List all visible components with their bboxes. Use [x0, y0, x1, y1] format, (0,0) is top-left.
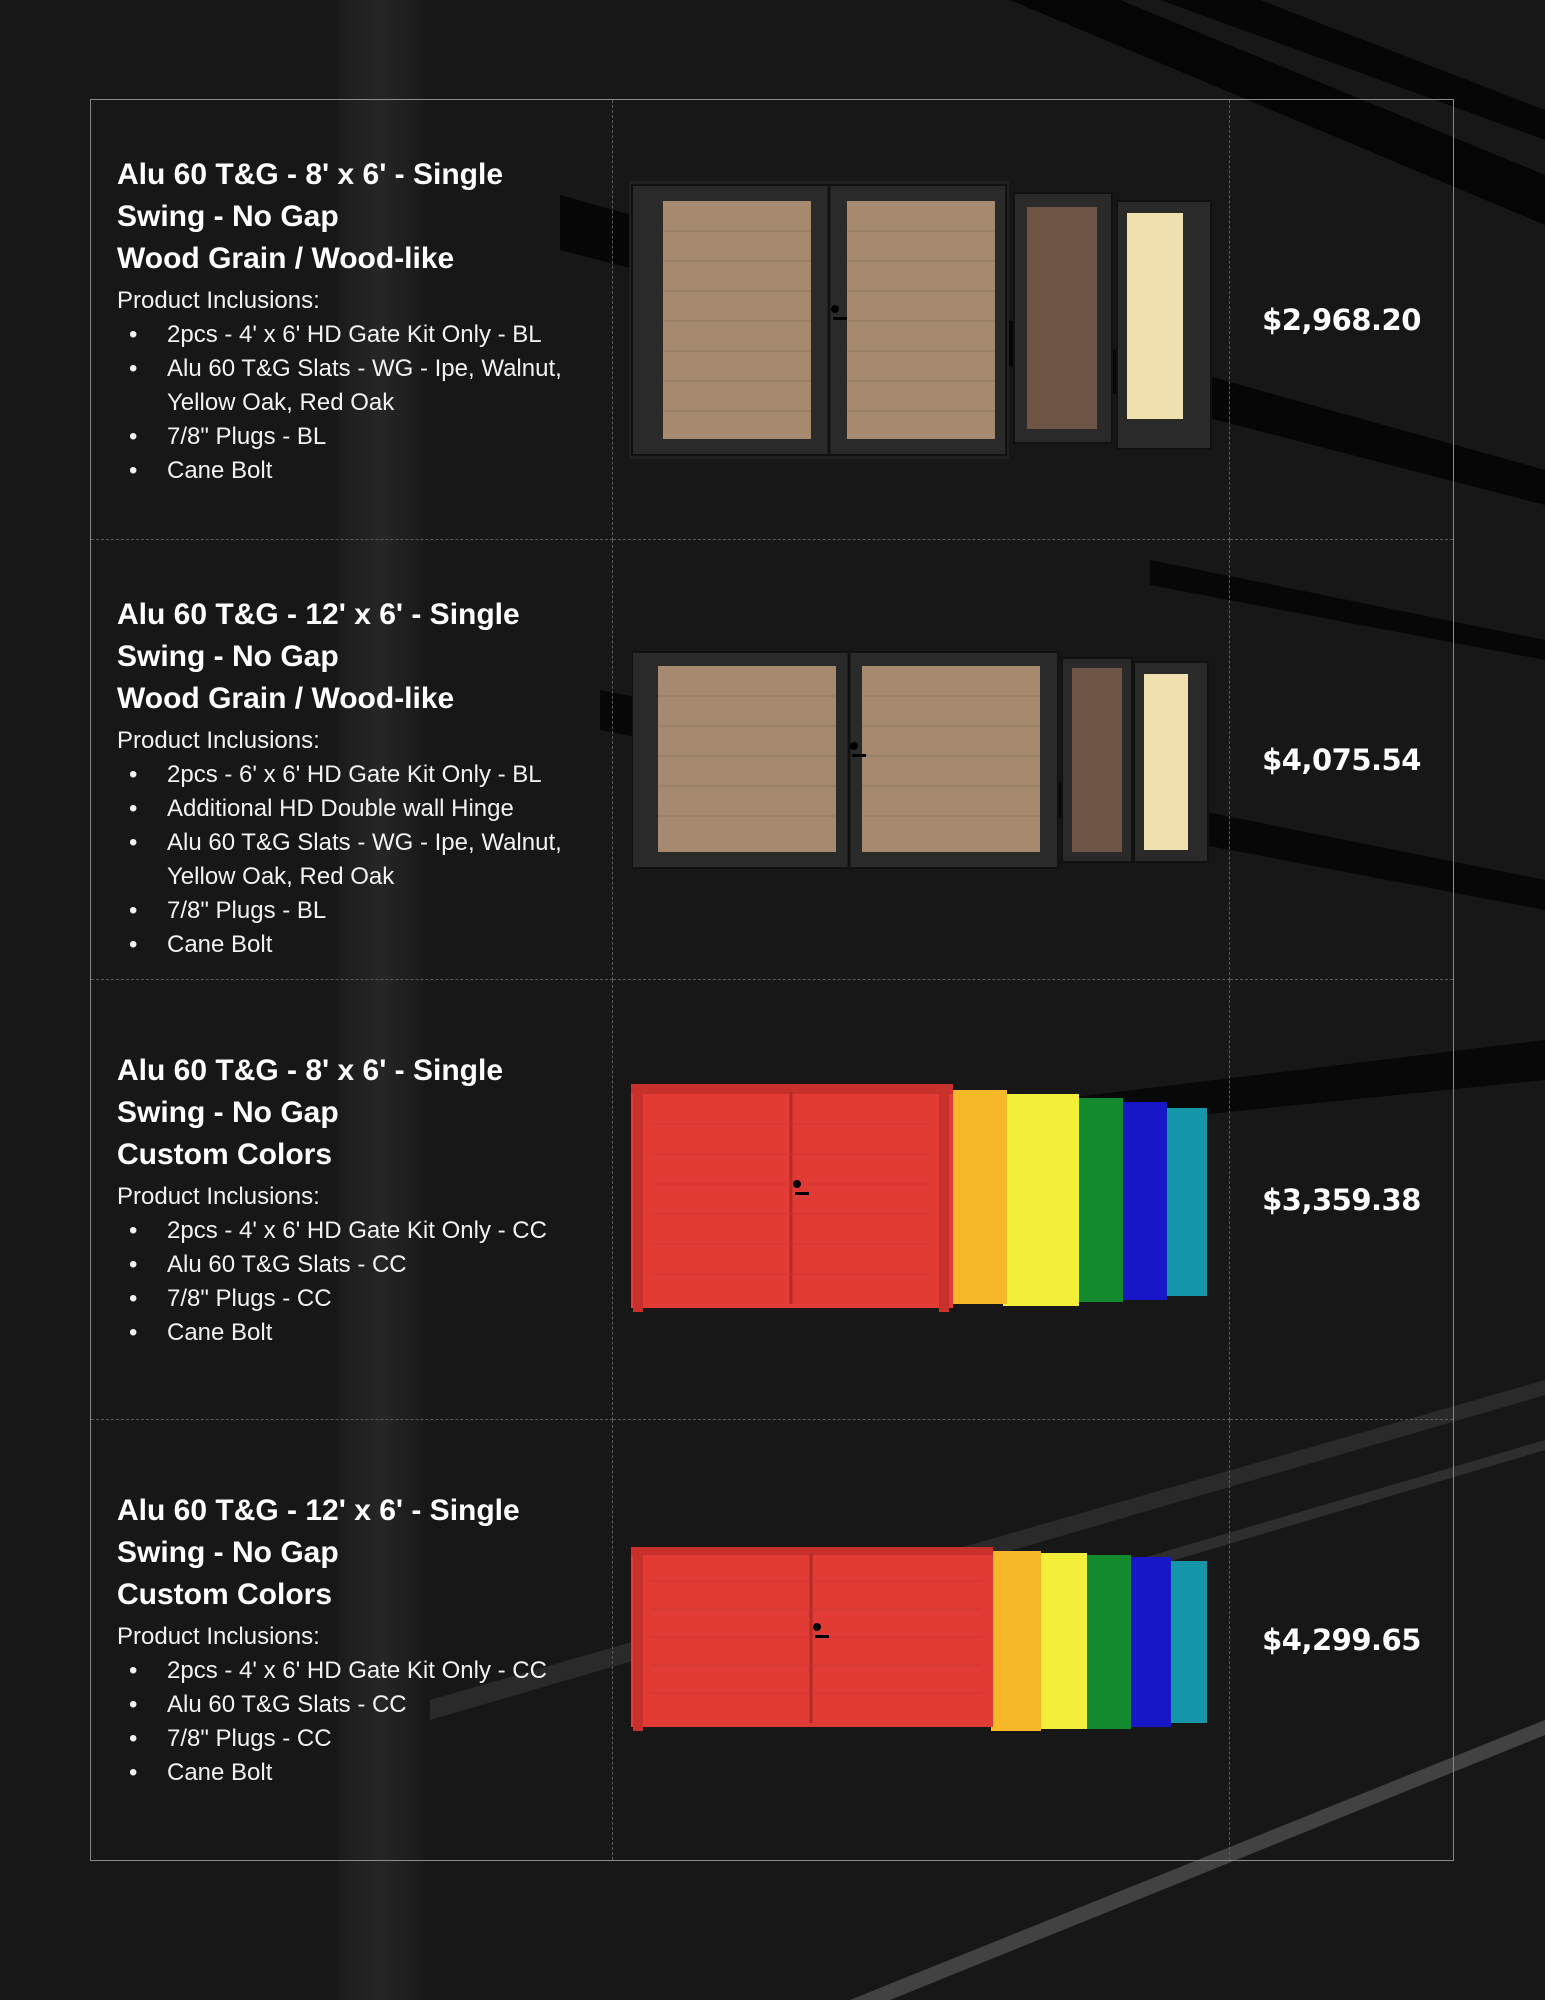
- product-image-4: [613, 1420, 1230, 1860]
- inclusion-item: • Alu 60 T&G Slats - WG - Ipe, Walnut, Yellow Oak, Red Oak: [159, 826, 587, 894]
- product-price-cell-3: [1230, 980, 1453, 1420]
- wood-gate-image: [632, 648, 1210, 872]
- inclusions-label: Product Inclusions:: [117, 1623, 320, 1650]
- product-price-2: $4,075.54: [1262, 742, 1421, 777]
- product-price-cell-4: [1230, 1420, 1453, 1860]
- title-line: Wood Grain / Wood-like: [117, 242, 455, 275]
- product-price-cell-1: [1230, 100, 1453, 540]
- inclusion-item: • 7/8" Plugs - BL: [159, 894, 612, 928]
- inclusion-item: • 7/8" Plugs - BL: [159, 420, 612, 454]
- inclusions-label: Product Inclusions:: [117, 1183, 320, 1210]
- inclusion-item: • 2pcs - 4' x 6' HD Gate Kit Only - BL: [159, 318, 612, 352]
- inclusion-item: • Additional HD Double wall Hinge: [159, 792, 612, 826]
- inclusions-label: Product Inclusions:: [117, 727, 320, 754]
- title-line: Alu 60 T&G - 12' x 6' - Single: [117, 1494, 520, 1527]
- inclusion-item: • 7/8" Plugs - CC: [159, 1722, 612, 1756]
- product-price-cell-2: [1230, 540, 1453, 980]
- title-line: Custom Colors: [117, 1138, 333, 1171]
- wood-gate-image: [629, 179, 1213, 461]
- inclusion-item: • 2pcs - 4' x 6' HD Gate Kit Only - CC: [159, 1214, 612, 1248]
- color-gate-image: [631, 1084, 1211, 1316]
- title-line: Custom Colors: [117, 1578, 333, 1611]
- inclusions-list: [117, 318, 612, 488]
- product-description-4: [91, 1420, 613, 1860]
- product-title-1: [117, 154, 612, 280]
- inclusion-item: • Cane Bolt: [159, 928, 612, 962]
- title-line: Alu 60 T&G - 12' x 6' - Single: [117, 598, 520, 631]
- inclusion-item: • 2pcs - 4' x 6' HD Gate Kit Only - CC: [159, 1654, 612, 1688]
- inclusion-item: • Cane Bolt: [159, 1316, 612, 1350]
- product-title-4: [117, 1490, 612, 1616]
- title-line: Swing - No Gap: [117, 1536, 339, 1569]
- product-image-3: [613, 980, 1230, 1420]
- title-line: Swing - No Gap: [117, 200, 339, 233]
- product-image-2: [613, 540, 1230, 980]
- product-price-4: $4,299.65: [1262, 1623, 1421, 1657]
- inclusion-item: • 7/8" Plugs - CC: [159, 1282, 612, 1316]
- inclusion-item: • Cane Bolt: [159, 454, 612, 488]
- product-description-1: [91, 100, 613, 540]
- inclusions-list: [117, 758, 612, 962]
- product-table: [90, 99, 1454, 1861]
- title-line: Alu 60 T&G - 8' x 6' - Single: [117, 1054, 504, 1087]
- inclusion-item: • Cane Bolt: [159, 1756, 612, 1790]
- title-line: Swing - No Gap: [117, 1096, 339, 1129]
- title-line: Swing - No Gap: [117, 640, 339, 673]
- product-price-1: $2,968.20: [1262, 302, 1421, 337]
- product-description-2: [91, 540, 613, 980]
- inclusion-item: • Alu 60 T&G Slats - CC: [159, 1688, 612, 1722]
- product-title-3: [117, 1050, 612, 1176]
- inclusion-item: • 2pcs - 6' x 6' HD Gate Kit Only - BL: [159, 758, 612, 792]
- inclusions-list: [117, 1214, 612, 1350]
- product-price-3: $3,359.38: [1262, 1182, 1421, 1217]
- title-line: Alu 60 T&G - 8' x 6' - Single: [117, 158, 504, 191]
- inclusion-item: • Alu 60 T&G Slats - WG - Ipe, Walnut, Yellow Oak, Red Oak: [159, 352, 587, 420]
- product-image-1: [613, 100, 1230, 540]
- inclusion-item: • Alu 60 T&G Slats - CC: [159, 1248, 612, 1282]
- inclusions-list: [117, 1654, 612, 1790]
- inclusions-label: Product Inclusions:: [117, 287, 320, 314]
- title-line: Wood Grain / Wood-like: [117, 682, 455, 715]
- product-description-3: [91, 980, 613, 1420]
- color-gate-image: [631, 1547, 1211, 1733]
- product-title-2: [117, 594, 612, 720]
